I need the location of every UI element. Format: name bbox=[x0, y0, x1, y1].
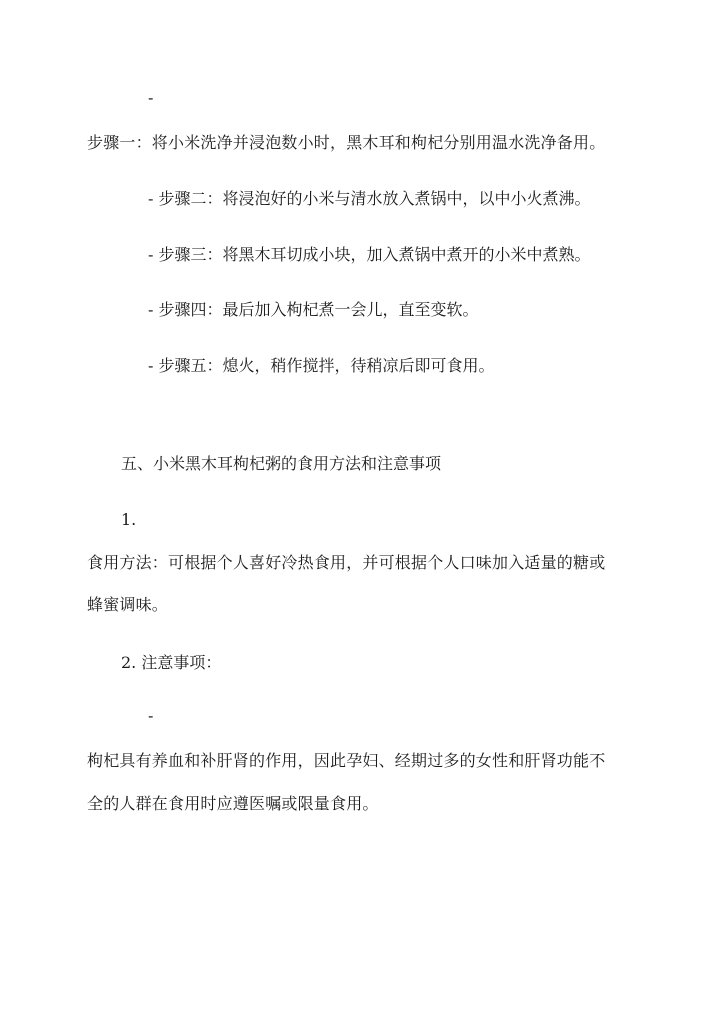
list-dash: - bbox=[148, 88, 154, 107]
precaution-note-line1: 枸杞具有养血和补肝肾的作用，因此孕妇、经期过多的女性和肝肾功能不 bbox=[87, 751, 606, 770]
list-dash: - bbox=[148, 706, 154, 725]
step-two-text: - 步骤二：将浸泡好的小米与清水放入煮锅中，以中小火煮沸。 bbox=[148, 189, 591, 208]
precautions-heading: 2. 注意事项： bbox=[121, 653, 222, 672]
step-four-text: - 步骤四：最后加入枸杞煮一会儿，直至变软。 bbox=[148, 300, 479, 319]
list-number-1: 1. bbox=[121, 510, 137, 529]
step-three-text: - 步骤三：将黑木耳切成小块，加入煮锅中煮开的小米中煮熟。 bbox=[148, 245, 591, 264]
step-five-text: - 步骤五：熄火，稍作搅拌，待稍凉后即可食用。 bbox=[148, 356, 495, 375]
usage-method-text-line2: 蜂蜜调味。 bbox=[87, 595, 169, 614]
step-one-text: 步骤一：将小米洗净并浸泡数小时，黑木耳和枸杞分别用温水洗净备用。 bbox=[87, 133, 606, 152]
precaution-note-line2: 全的人群在食用时应遵医嘱或限量食用。 bbox=[87, 794, 379, 813]
section-heading: 五、小米黑木耳枸杞粥的食用方法和注意事项 bbox=[121, 454, 442, 473]
usage-method-text-line1: 食用方法：可根据个人喜好冷热食用，并可根据个人口味加入适量的糖或 bbox=[87, 553, 606, 572]
